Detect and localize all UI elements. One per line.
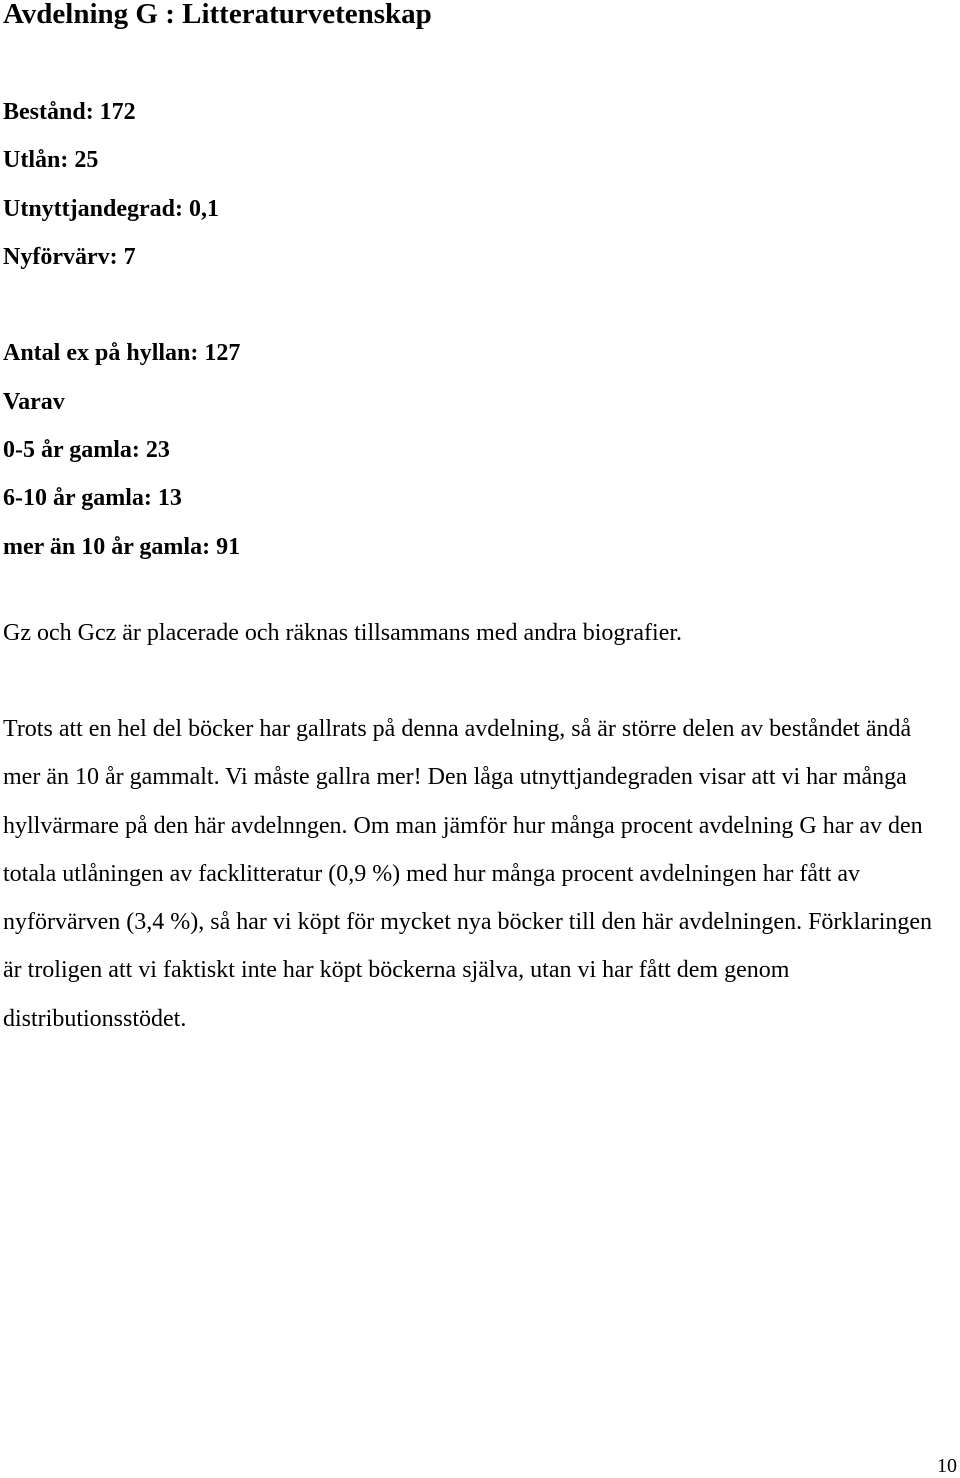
stat-utnyttjandegrad: Utnyttjandegrad: 0,1 — [3, 195, 219, 222]
stat-bestand: Bestånd: 172 — [3, 99, 136, 125]
stat-age-0-5: 0-5 år gamla: 23 — [3, 437, 170, 464]
paragraph-note: Gz och Gcz är placerade och räknas tillsammans med andra biografier. — [3, 620, 683, 646]
stat-antal-ex: Antal ex på hyllan: 127 — [3, 340, 241, 367]
page-title: Avdelning G : Litteraturvetenskap — [3, 0, 432, 30]
stat-varav: Varav — [3, 388, 65, 415]
statistics-list — [3, 88, 240, 571]
spacer — [3, 281, 240, 329]
stat-utlan: Utlån: 25 — [3, 147, 99, 174]
paragraph-main: Trots att en hel del böcker har gallrats på denna avdelning, så är större delen av beståndet ändå mer än 10 år gammalt. Vi måste gallra mer! Den låga utnyttjandegraden visar att vi har många hyllvärmare på den här avdelnngen. Om man jämför hur många procent avdelning G har av den totala utlåningen av facklitteratur (0,9 %) med hur många procent avdelningen har fått av nyförvärven (3,4 %), så har vi köpt för mycket nya böcker till den här avdelningen. Förklaringen är troligen att vi faktiskt inte har köpt böckerna själva, utan vi har fått dem genom distributionsstödet. — [3, 716, 933, 1032]
page-number: 10 — [937, 1455, 957, 1477]
stat-age-6-10: 6-10 år gamla: 13 — [3, 485, 182, 512]
stat-age-over-10: mer än 10 år gamla: 91 — [3, 533, 241, 560]
stat-nyforvarv: Nyförvärv: 7 — [3, 243, 136, 270]
